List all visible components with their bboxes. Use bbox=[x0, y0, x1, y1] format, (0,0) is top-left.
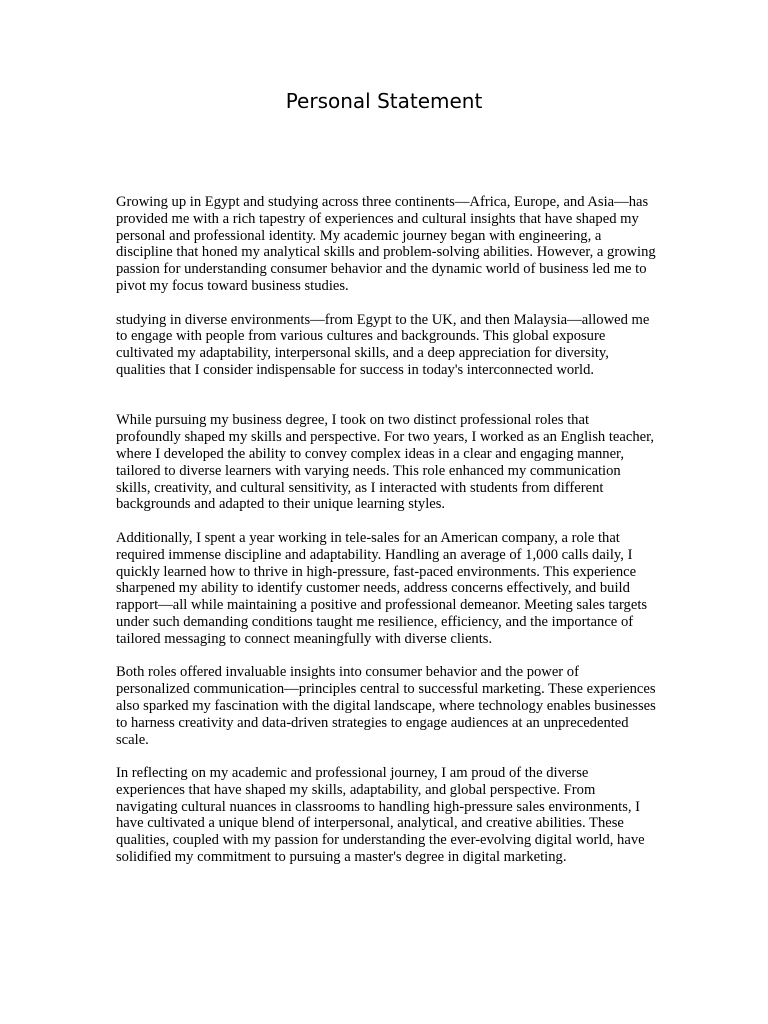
paragraph-intro: Growing up in Egypt and studying across three continents—Africa, Europe, and Asia—has provided me with a rich tapestry of experiences and cultural insights that have shaped my personal and professional identity. My academic journey began with engineering, a discipline that honed my analytical skills and problem-solving abilities. However, a growing passion for understanding consumer behavior and the dynamic world of business led me to pivot my focus toward business studies. bbox=[116, 194, 656, 294]
paragraph-tele-sales: Additionally, I spent a year working in tele-sales for an American company, a role that required immense discipline and adaptability. Handling an average of 1,000 calls daily, I quickly learned how to thrive in high-pressure, fast-paced environments. This experience sharpened my ability to identify customer needs, address concerns effectively, and build rapport—all while maintaining a positive and professional demeanor. Meeting sales targets under such demanding conditions taught me resilience, efficiency, and the importance of tailored messaging to connect meaningfully with diverse clients. bbox=[116, 529, 648, 647]
document-body bbox=[116, 194, 656, 883]
page-title: Personal Statement bbox=[285, 89, 483, 113]
paragraph-professional-roles: While pursuing my business degree, I took on two distinct professional roles that profoundly shaped my skills and perspective. For two years, I worked as an English teacher, where I developed the ability to convey complex ideas in a clear and engaging manner, tailored to diverse learners with varying needs. This role enhanced my communication skills, creativity, and cultural sensitivity, as I interacted with students from different backgrounds and adapted to their unique learning styles. bbox=[116, 412, 655, 513]
paragraph-environments: studying in diverse environments—from Egypt to the UK, and then Malaysia—allowed me to engage with people from various cultures and backgrounds. This global exposure cultivated my adaptability, interpersonal skills, and a deep appreciation for diversity, qualities that I consider indispensable for success in today's interconnected world. bbox=[116, 311, 650, 378]
paragraph-insights: Both roles offered invaluable insights into consumer behavior and the power of personalized communication—principles central to successful marketing. These experiences also sparked my fascination with the digital landscape, where technology enables businesses to harness creativity and data-driven strategies to engage audiences at an unprecedented scale. bbox=[116, 664, 656, 748]
paragraph-conclusion: In reflecting on my academic and professional journey, I am proud of the diverse experiences that have shaped my skills, adaptability, and global perspective. From navigating cultural nuances in classrooms to handling high-pressure sales environments, I have cultivated a unique blend of interpersonal, analytical, and creative abilities. These qualities, coupled with my passion for understanding the ever-evolving digital world, have solidified my commitment to pursuing a master's degree in digital marketing. bbox=[116, 765, 645, 866]
